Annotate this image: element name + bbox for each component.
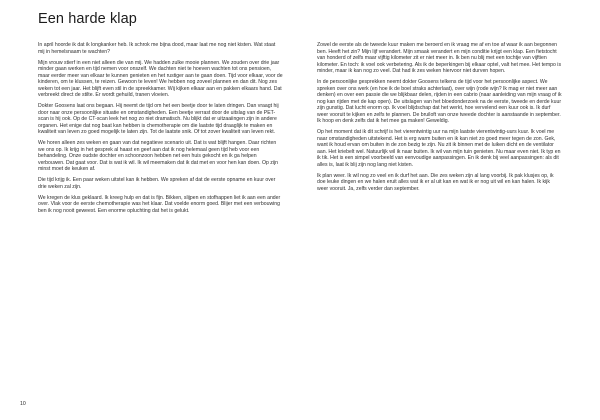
paragraph: Zowel de eerste als de tweede kuur maken me beroerd en ik vraag me af en toe af waar ik aan begonnen ben. Heeft het zin? Mijn lijf verandert. Mijn smaak verandert en mijn conditie krijgt een klap. Een fietstocht van honderd of zelfs maar vijftig kilometer zit er niet meer in. Ik ben nu blij met een tochtje van vijftien kilometer. En toch: ik voel ook verbetering. Als ik de beperkingen bij elkaar optel, valt het mee. Het tempo is minder, maar ik kan nog zo veel. Dat had ik zes weken hiervoor niet durven hopen.	[317, 42, 562, 74]
left-column	[38, 42, 283, 219]
paragraph: Die tijd krijg ik. Een paar weken uitstel kan ik hebben. We spreken af dat de eerste opname en kuur over drie weken zal zijn.	[38, 177, 276, 190]
paragraph: Dokter Goosens laat ons begaan. Hij neemt de tijd om het een beetje door te laten dringen. Dan vraagt hij door naar onze persoonlijke situatie en omstandigheden. Een beetje verrast door de uitslag van de PET-scan is hij ook. Op de CT-scan leek het nog zo niet dramatisch. Nu blijkt dat er uitzaaiingen zijn in andere organen. Het enige dat nog baat kan hebben is chemotherapie om die laatste tijd draaglijk te maken en kwaliteit van leven zo goed mogelijk te laten zijn. Tot de laatste snik. Of tot zover kwaliteit van leven rekt.	[38, 103, 279, 136]
paragraph: In de persoonlijke gesprekken neemt dokter Goosens telkens de tijd voor het persoonlijke aspect. We spreken over ons werk (en hoe ik de boel straks achterlaat), over wijn (rode wijn? Ik mag er niet meer aan denken) en over een passie die we blijkbaar delen, rijden in een cabrio (naar aanleiding van mijn vraag of ik nog kan rijden met de kap open). De uitslagen van het bloedonderzoek na de eerste, tweede en derde kuur zijn gunstig. Dat lucht enorm op. Ik voel blijdschap dat het werkt, hoe vervelend een kuur ook is. Ik durf weer vooruit te kijken en zelfs te plannen. De bruiloft van onze tweede dochter is aanstaande in september. Ik hoop en denk zelfs dat ik het mee ga maken! Geweldig.	[317, 79, 562, 125]
page-title: Een harde klap	[38, 11, 137, 27]
page-number: 10	[20, 401, 26, 407]
paragraph: In april hoorde ik dat ik longkanker heb. Ik schrok me bijna dood, maar laat me nog niet kisten. Wat staat mij in hemelsnaam te wachten?	[38, 42, 276, 55]
paragraph: Ik plan weer. Ik wil nog zo veel en ik durf het aan. Die zes weken zijn al lang voorbij. Ik pak klusjes op, ik doe leuke dingen en we halen eruit alles wat ik er al uit kan en wat ik er nog uit wil en kan halen. Ik kijk weer vooruit. Ja, zelfs verder dan september.	[317, 172, 554, 192]
paragraph: Op het moment dat ik dit schrijf is het vierentwintig uur na mijn laatste vierentwintig-uurs kuur. Ik voel me naar omstandigheden uitstekend. Het is erg warm buiten en ik kan niet zo goed meer tegen de zon. Gek, want ik houd ervan om buiten in de zon bezig te zijn. Nu zit ik binnen met de luiken dicht en de ventilator aan. Het kriebelt wel. Natuurlijk wil ik naar buiten. Ik wil van mijn tuin genieten. Nu maar even niet. Ik typ en ik tik. Het is een simpel voorbeeld van eenvoudige aanpassingen. En ik denk bij veel aanpassingen: als dit alles is, laat ik blij zijn nog lang niet kisten.	[317, 129, 561, 168]
paragraph: Mijn vrouw stierf in een niet alleen die van mij. We hadden zulke mooie plannen. We zouden over drie jaar minder gaan werken en tijd nemen voor onszelf. We dachten niet te hoeven wachten tot ons pensioen, maar eerder meer van elkaar te kunnen genieten en het rustiger aan te gaan doen. Tijd voor elkaar, voor de kinderen, om te klussen, te reizen. Gewoon te leven! We hebben nog zoveel plannen en dan dit. Nog zes weken tot een jaar. Het blijft even stil in de spreekkamer. Wij kijken elkaar aan en pakken elkaars hand. Dat verbreekt direct de stilte. Er wordt gehuild, tranen vloeien.	[38, 59, 283, 99]
paragraph: We horen alleen zes weken en gaan van dat negatieve scenario uit. Dat is wat blijft hangen. Daar richten we ons op. Ik krijg in het gesprek al haast en geef aan dat ik nog helemaal geen tijd heb voor een behandeling. Onze oudste dochter en schoonzoon hebben net een huis gekocht en ik ga helpen verbouwen. Dat gaat voor. Dat is wat ik wil. Ik wil meemaken dat ik dat met en voor hen kan doen. Op zijn minst moet de keuken af.	[38, 140, 279, 173]
paragraph: We kregen de klus geklaard. Ik kreeg hulp en dat is fijn. Bikken, slijpen en stofhappen liet ik aan een ander over. Vlak voor de eerste chemotherapie was het klaar. Dat voelde enorm goed. Blijer met een verbouwing ben ik nog nooit geweest. Een enorme opluchting dat het is gelukt.	[38, 194, 281, 214]
right-column	[317, 42, 562, 197]
